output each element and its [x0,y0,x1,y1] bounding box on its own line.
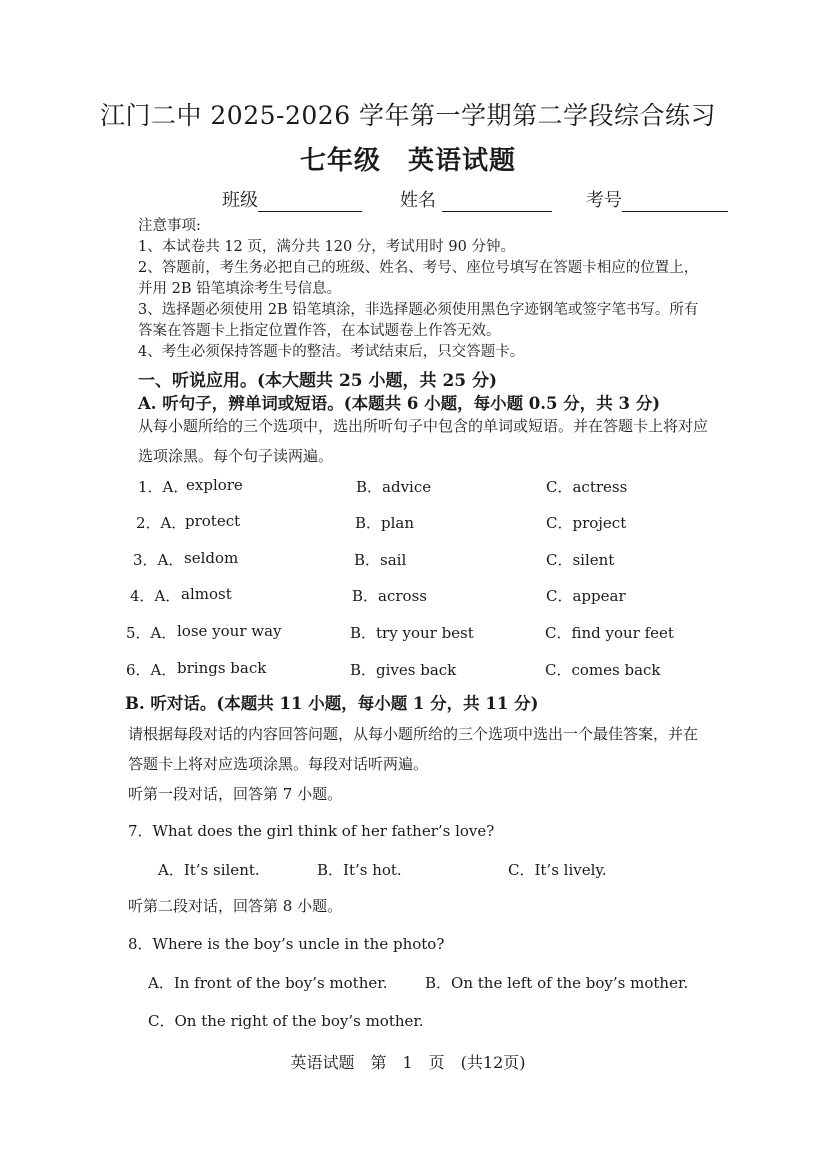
option-b: B．plan [355,514,415,532]
class-field [222,186,362,212]
notes-line: 4、考生必须保持答题卡的整洁。考试结束后，只交答题卡。 [138,344,525,360]
question-row [0,585,816,611]
question-7: 7．What does the girl think of her father’s love? [128,822,495,840]
question-row [0,549,816,575]
question-row [0,622,816,648]
dialog-intro: 听第二段对话，回答第 8 小题。 [128,897,343,915]
notes-line: 并用 2B 铅笔填涂考生号信息。 [138,281,342,297]
section-a-instructions [138,411,738,471]
question-number: 5．A． [126,624,177,642]
class-blank [258,191,362,212]
option-c: C．appear [546,587,626,605]
name-label: 姓名 [400,190,436,211]
question-number: 3．A． [133,551,184,569]
q7-option-a: A．It’s silent. [158,861,260,879]
notes-heading: 注意事项: [138,218,201,234]
option-a: protect [185,512,241,530]
option-c: C．find your feet [545,624,674,642]
exam-title: 江门二中 2025-2026 学年第一学期第二学段综合练习 [99,101,717,130]
notes-line: 1、本试卷共 12 页，满分共 120 分，考试用时 90 分钟。 [138,239,515,255]
q8-option-c: C．On the right of the boy’s mother. [148,1012,424,1030]
question-row [0,659,816,685]
student-info-fields [222,186,732,214]
notes-line: 2、答题前，考生务必把自己的班级、姓名、考号、座位号填写在答题卡相应的位置上， [138,260,699,276]
notes-line: 3、选择题必须使用 2B 铅笔填涂，非选择题必须使用黑色字迹钢笔或签字笔书写。所有 [138,302,699,318]
class-label: 班级 [222,190,258,211]
instruction-line: 从每小题所给的三个选项中，选出所听句子中包含的单词或短语。并在答题卡上将对应 [138,417,709,435]
instruction-line: 选项涂黑。每个句子读两遍。 [138,447,334,465]
option-c: C．silent [546,551,615,569]
option-b: B．try your best [350,624,474,642]
q8-option-a: A．In front of the boy’s mother. [148,974,388,992]
notes-line: 答案在答题卡上指定位置作答，在本试题卷上作答无效。 [138,323,501,339]
section-b-title: B. 听对话。(本题共 11 小题，每小题 1 分，共 11 分) [125,694,539,713]
question-number: 6．A． [126,661,177,679]
option-a: brings back [177,659,267,677]
dialog-intro: 听第一段对话，回答第 7 小题。 [128,785,343,803]
option-c: C．comes back [545,661,661,679]
number-label: 考号 [586,190,622,211]
part-one-title: 一、听说应用。(本大题共 25 小题，共 25 分) [138,371,498,391]
question-number: 2．A． [136,514,187,532]
instruction-line: 请根据每段对话的内容回答问题，从每小题所给的三个选项中选出一个最佳答案，并在 [128,725,699,743]
option-c: C．project [546,514,627,532]
number-field [586,186,728,212]
option-b: B．advice [356,478,432,496]
exam-subtitle: 七年级 英语试题 [299,146,516,176]
option-a: seldom [184,549,239,567]
name-blank [442,191,552,212]
option-a: lose your way [177,622,282,640]
question-number: 1．A． [138,478,189,496]
question-row [0,476,816,502]
q8-option-b: B．On the left of the boy’s mother. [425,974,689,992]
option-c: C．actress [546,478,628,496]
option-b: B．gives back [350,661,457,679]
option-b: B．sail [354,551,407,569]
number-blank [622,191,728,212]
option-a: almost [181,585,232,603]
question-row [0,512,816,538]
question-8: 8．Where is the boy’s uncle in the photo? [128,935,445,953]
exam-notes [138,216,738,363]
section-a-title: A. 听句子，辨单词或短语。(本题共 6 小题，每小题 0.5 分，共 3 分) [138,394,661,413]
question-number: 4．A． [130,587,181,605]
section-b-instructions [128,719,728,809]
q7-option-c: C．It’s lively. [508,861,607,879]
q7-option-b: B．It’s hot. [317,861,402,879]
name-field [400,186,552,212]
option-a: explore [186,476,243,494]
instruction-line: 答题卡上将对应选项涂黑。每段对话听两遍。 [128,755,429,773]
page-footer: 英语试题 第 1 页 (共12页) [290,1053,526,1072]
option-b: B．across [352,587,427,605]
